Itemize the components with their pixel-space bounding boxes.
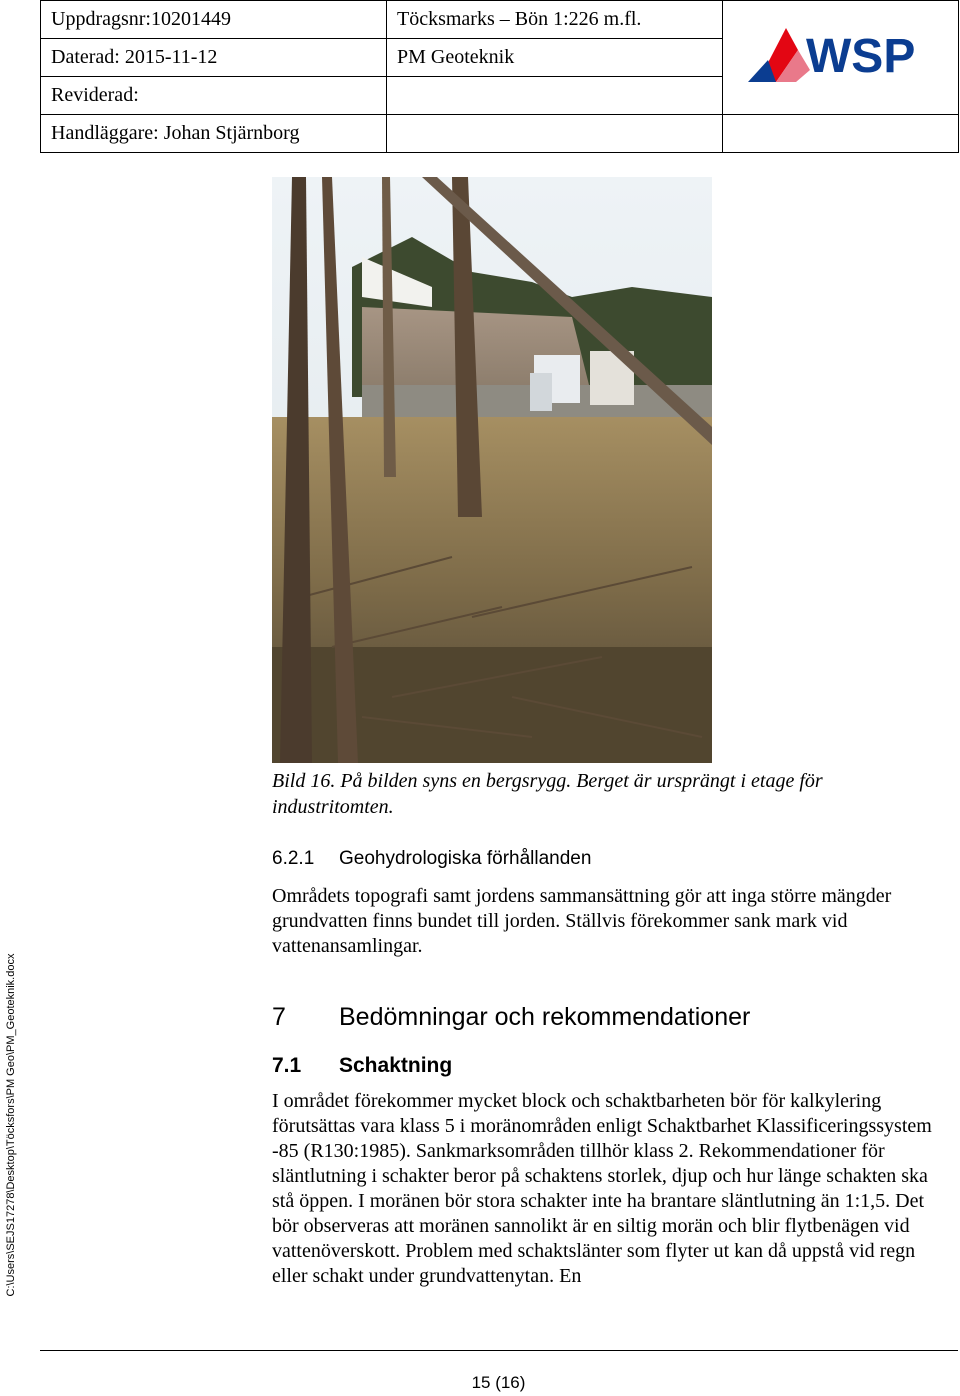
forest-photo: [272, 177, 712, 763]
empty-cell: [387, 77, 723, 115]
section-6-2-1-paragraph: Områdets topografi samt jordens sammansättning gör att inga större mängder grundvatten finns bundet till jorden. Ställvis förekommer sank mark vid vattenansamlingar.: [272, 885, 892, 957]
footer-divider: [40, 1350, 958, 1351]
section-7-heading: [272, 1000, 750, 1034]
header-table: [40, 0, 959, 153]
assignment-number: Uppdragsnr:10201449: [41, 1, 387, 39]
section-title: Schaktning: [339, 1054, 453, 1077]
empty-cell: [723, 115, 959, 153]
project-name: Töcksmarks – Bön 1:226 m.fl.: [387, 1, 723, 39]
date-dated: Daterad: 2015-11-12: [41, 39, 387, 77]
logo-cell: [723, 1, 959, 115]
file-path-label: C:\Users\SEJS17278\Desktop\Töcksfors\PM Geo\PM_Geoteknik.docx: [5, 953, 17, 1297]
section-6-2-1-heading: [272, 846, 591, 872]
section-number: 7.1: [272, 1054, 302, 1077]
empty-cell: [387, 115, 723, 153]
section-number: 7: [272, 1003, 286, 1031]
wsp-logo-icon: [746, 20, 936, 90]
section-7-1-heading: [272, 1052, 452, 1080]
section-title: Bedömningar och rekommendationer: [339, 1003, 751, 1031]
page-number: 15 (16): [471, 1373, 526, 1392]
handler-name: Handläggare: Johan Stjärnborg: [41, 115, 387, 153]
date-revised: Reviderad:: [41, 77, 387, 115]
document-type: PM Geoteknik: [387, 39, 723, 77]
section-title: Geohydrologiska förhållanden: [339, 848, 592, 869]
section-number: 6.2.1: [272, 848, 315, 869]
svg-text:WSP: WSP: [805, 29, 915, 83]
image-caption: Bild 16. På bilden syns en bergsrygg. Berget är ursprängt i etage för industritomten.: [272, 770, 823, 818]
section-7-1-paragraph: I området förekommer mycket block och schaktbarheten bör för kalkylering förutsättas vara klass 5 i moränområden enligt Schaktbarhet Klassificeringssystem -85 (R130:1985). Sankmarksområden tillhör klass 2. Rekommendationer för släntlutning i schakter beror på schaktens storlek, djup och hur länge schakten ska stå öppen. I moränen bör stora schakter inte ha brantare släntlutning än 1:1,5. Det bör observeras att moränen sannolikt är en siltig morän och blir flytbenägen vid vattenöverskott. Problem med schaktslänter som flyter ut kan då uppstå vid regn eller schakt under grundvattenytan. En: [272, 1090, 932, 1287]
